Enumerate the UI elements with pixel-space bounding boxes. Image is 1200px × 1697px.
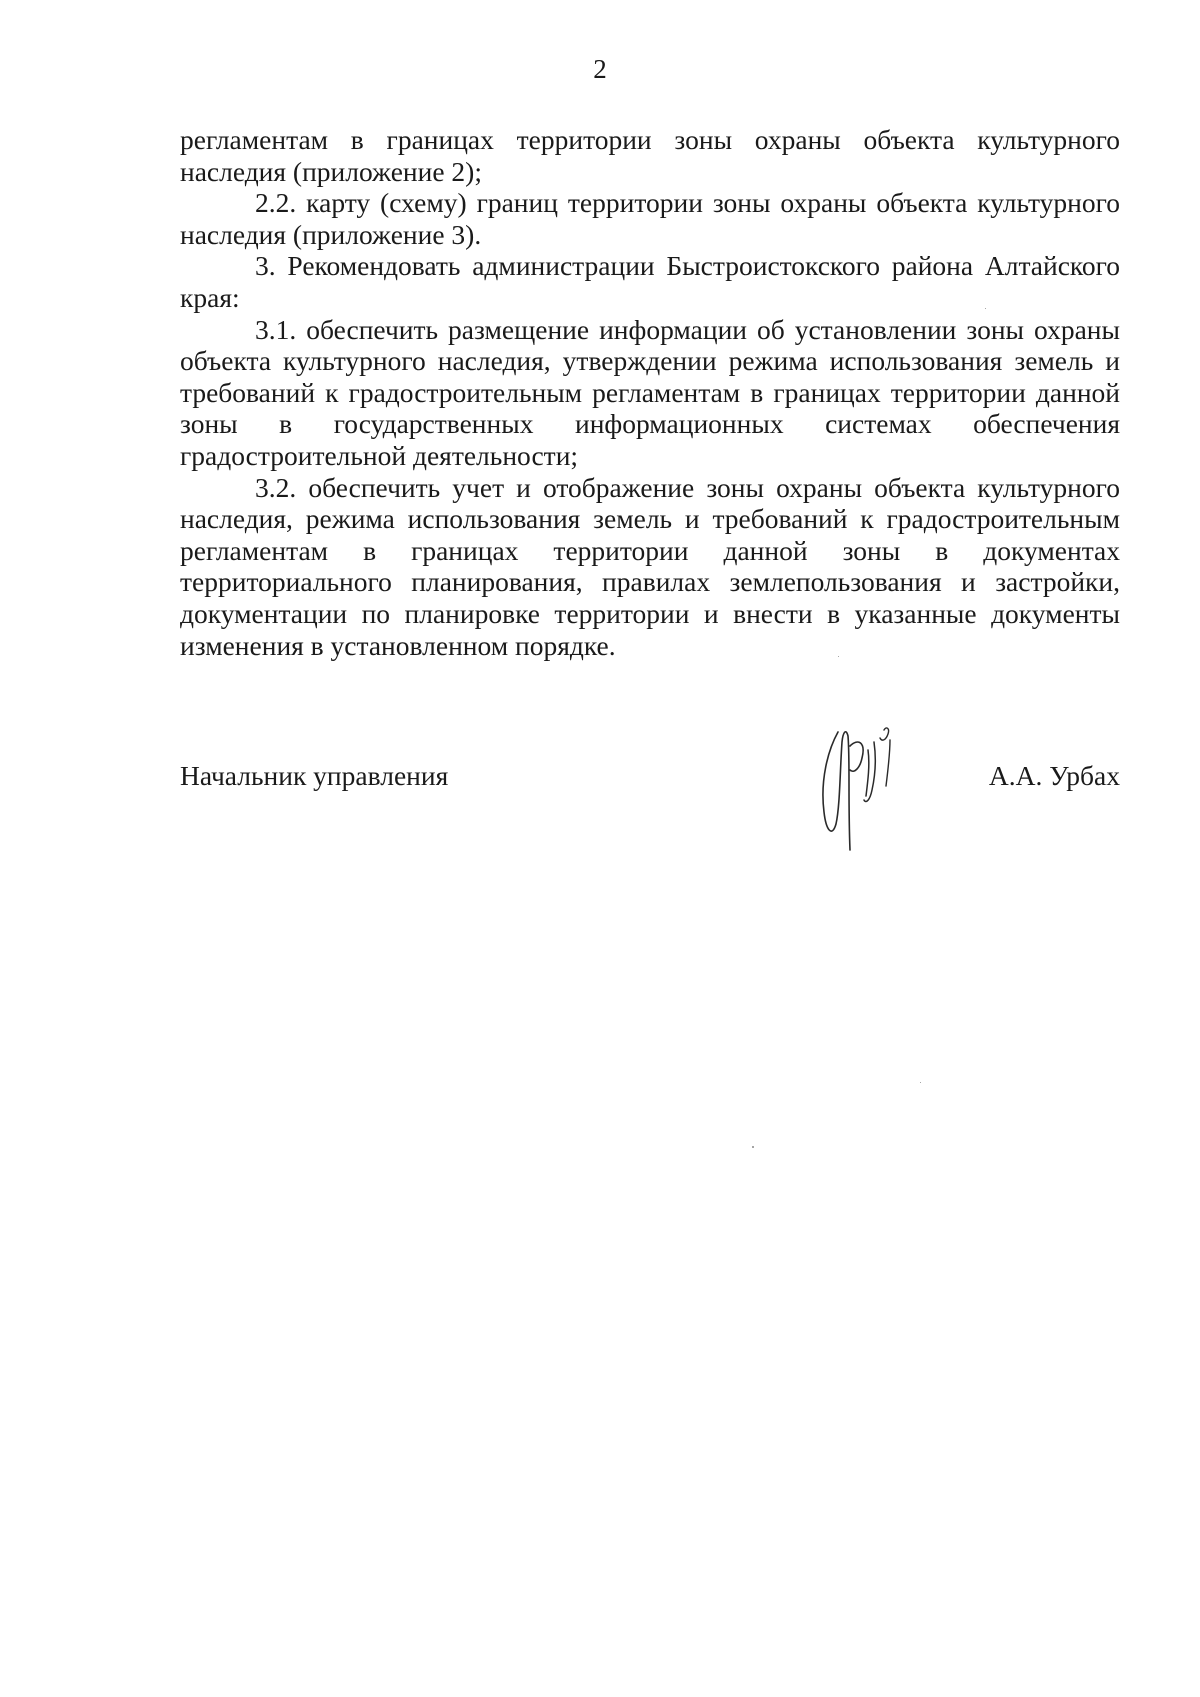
paragraph-item-3-1: 3.1. обеспечить размещение информации об установлении зоны охраны объекта культурного наследия, утверждении режима использования земель и требований к градостроительным регламентам в границах территории данной зоны в государственных информационных системах обеспечения градостроительной деятельности;: [180, 313, 1120, 471]
scan-speck: [920, 1082, 921, 1083]
paragraph-item-3: 3. Рекомендовать администрации Быстроистокского района Алтайского края:: [180, 250, 1120, 313]
signatory-name: А.А. Урбах: [988, 760, 1120, 791]
page-number: 2: [593, 54, 607, 84]
paragraph-item-2-2: 2.2. карту (схему) границ территории зоны охраны объекта культурного наследия (приложение 3).: [180, 187, 1120, 250]
paragraph-item-3-2: 3.2. обеспечить учет и отображение зоны охраны объекта культурного наследия, режима использования земель и требований к градостроительным регламентам в границах территории данной зоны в документах территориального планирования, правилах землепользования и застройки, документации по планировке территории и внести в указанные документы изменения в установленном порядке.: [180, 471, 1120, 661]
scan-speck: [985, 308, 986, 309]
scan-speck: [838, 656, 839, 657]
signatory-position: Начальник управления: [180, 760, 449, 791]
document-body: [180, 124, 1120, 661]
signature-block: [180, 740, 1120, 890]
scan-speck: [752, 1146, 754, 1148]
paragraph-continuation: регламентам в границах территории зоны охраны объекта культурного наследия (приложение 2);: [180, 124, 1120, 187]
handwritten-signature: [806, 720, 916, 860]
